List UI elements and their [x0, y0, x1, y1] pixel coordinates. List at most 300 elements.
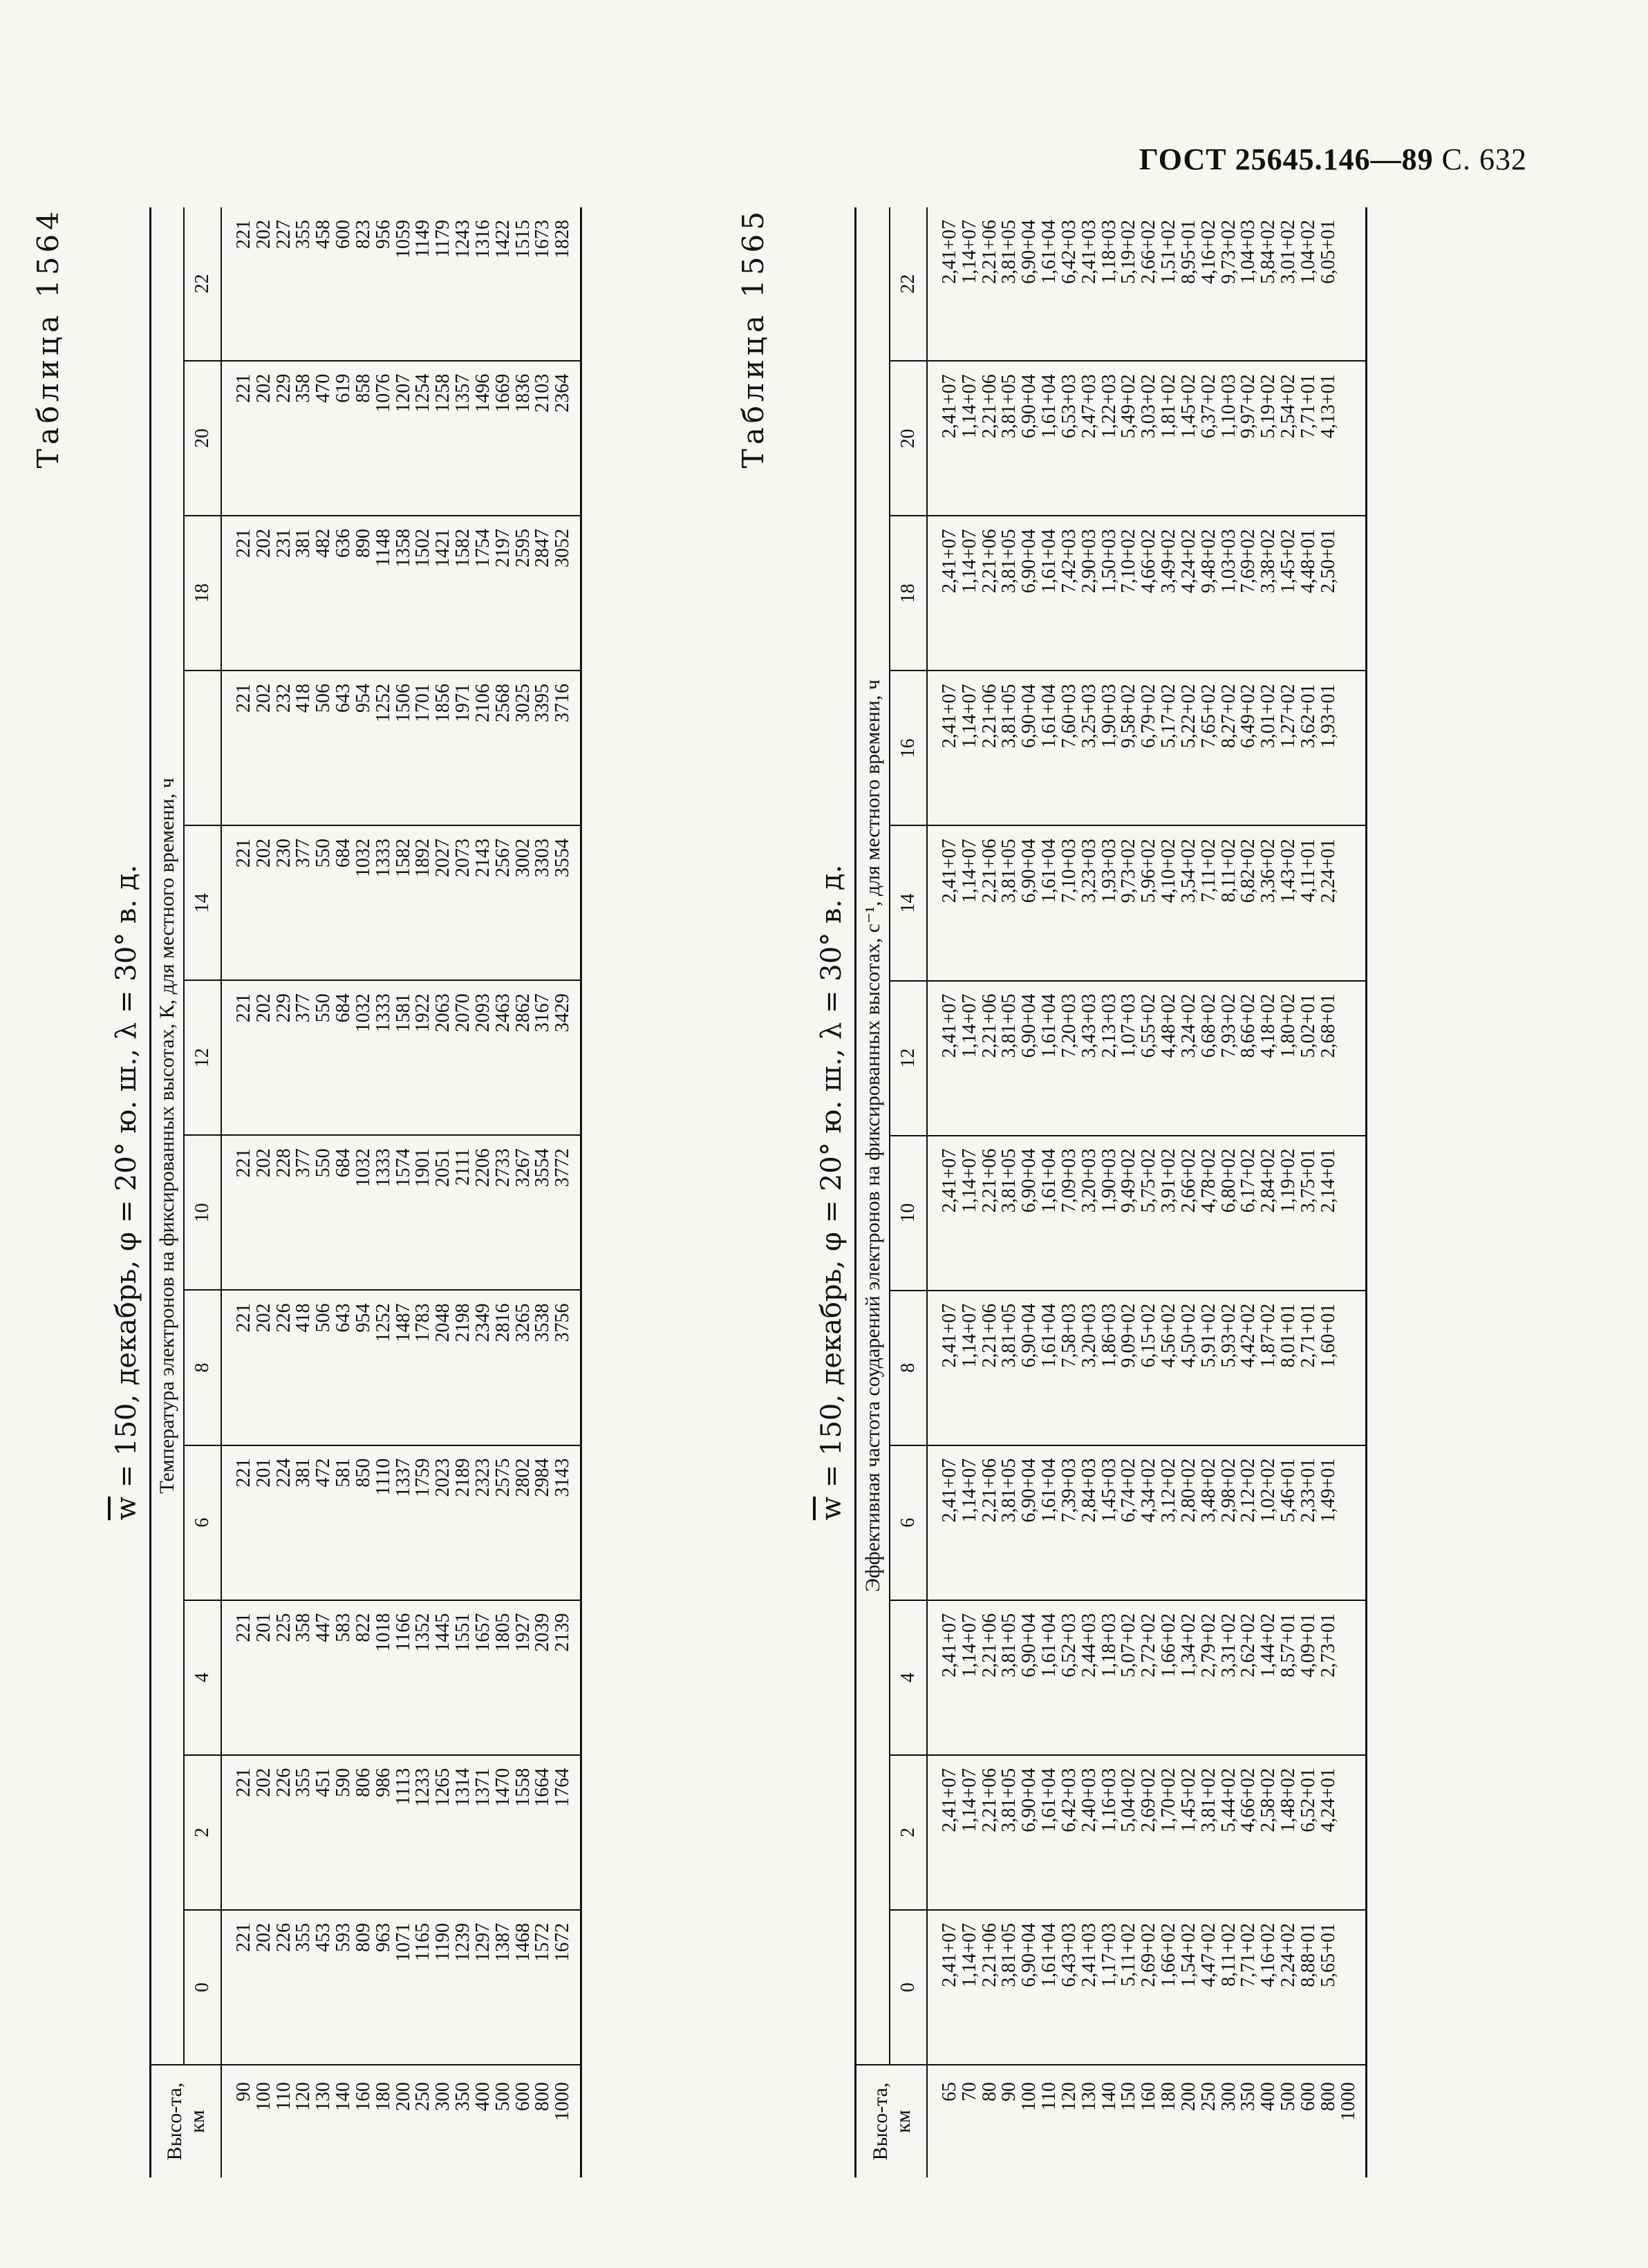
- value-cell: 1,61+04: [1040, 1755, 1060, 1910]
- value-cell: 6,90+04: [1020, 1755, 1040, 1910]
- value-cell: 2,54+02: [1279, 361, 1299, 516]
- value-cell: 619: [334, 361, 354, 516]
- value-cell: 458: [312, 220, 335, 249]
- value-cell: 2,33+01: [1299, 1445, 1319, 1600]
- value-cell: 2198: [453, 1290, 474, 1445]
- value-cell: 3,20+03: [1080, 1136, 1100, 1291]
- value-cell: [1339, 361, 1367, 516]
- value-cell: 1672: [553, 1910, 581, 2065]
- table-row: [1119, 207, 1139, 2177]
- value-cell: 229: [274, 980, 294, 1135]
- value-cell: 6,79+02: [1139, 671, 1159, 825]
- value-cell: 4,78+02: [1199, 1136, 1219, 1291]
- value-cell: 221: [221, 361, 254, 516]
- value-cell: 377: [294, 825, 314, 980]
- value-cell: 2,40+03: [1080, 1755, 1100, 1910]
- hour-header: 14: [184, 825, 221, 980]
- value-cell: 7,60+03: [1060, 671, 1080, 825]
- value-cell: 1,81+02: [1159, 361, 1179, 516]
- value-cell: 2,41+07: [927, 826, 960, 981]
- value-cell: 2,21+06: [980, 516, 1000, 671]
- value-cell: 2,21+06: [980, 1600, 1000, 1755]
- value-cell: 6,90+04: [1020, 1910, 1040, 2065]
- value-cell: 2,72+02: [1139, 1600, 1159, 1755]
- value-cell: 1783: [413, 1290, 433, 1445]
- value-cell: 7,11+02: [1199, 826, 1219, 981]
- value-cell: 1582: [394, 825, 414, 980]
- value-cell: 3303: [533, 825, 553, 980]
- value-cell: 6,90+04: [1020, 1600, 1040, 1755]
- altitude-cell: 250: [413, 2065, 433, 2177]
- value-cell: 593: [334, 1910, 354, 2065]
- value-cell: 2023: [433, 1445, 453, 1600]
- altitude-cell: 90: [1000, 2065, 1020, 2177]
- value-cell: 1422: [491, 220, 514, 259]
- value-cell: 2364: [553, 361, 581, 516]
- value-cell: 1,66+02: [1159, 1600, 1179, 1755]
- altitude-cell: 150: [1119, 2065, 1139, 2177]
- value-cell: 3,54+02: [1179, 826, 1199, 981]
- value-cell: 2070: [453, 980, 474, 1135]
- value-cell: 1,45+02: [1179, 1755, 1199, 1910]
- value-cell: 1316: [471, 220, 494, 259]
- table-row: [1060, 207, 1080, 2177]
- value-cell: 1,86+03: [1100, 1291, 1120, 1445]
- value-cell: 2027: [433, 825, 453, 980]
- value-cell: 4,24+01: [1319, 1755, 1339, 1910]
- value-cell: 482: [314, 516, 334, 671]
- value-cell: 1258: [433, 361, 453, 516]
- value-cell: 1252: [374, 671, 394, 825]
- hour-header: 0: [890, 1910, 927, 2065]
- value-cell: 221: [221, 825, 254, 980]
- value-cell: 1,14+07: [958, 220, 980, 284]
- hour-header: [184, 671, 221, 825]
- value-cell: 4,66+02: [1139, 516, 1159, 671]
- value-cell: [1339, 1755, 1367, 1910]
- value-cell: 224: [274, 1445, 294, 1600]
- value-cell: 3,81+05: [1000, 1445, 1020, 1600]
- altitude-cell: 350: [453, 2065, 474, 2177]
- value-cell: 2103: [533, 361, 553, 516]
- hour-header: 2: [890, 1755, 927, 1910]
- altitude-cell: 160: [1139, 2065, 1159, 2177]
- value-cell: 1207: [394, 361, 414, 516]
- value-cell: 6,74+02: [1119, 1445, 1139, 1600]
- value-cell: 1,43+02: [1279, 826, 1299, 981]
- altitude-cell: 80: [980, 2065, 1000, 2177]
- table-row: [294, 207, 314, 2177]
- value-cell: 202: [254, 1290, 274, 1445]
- value-cell: 2048: [433, 1290, 453, 1445]
- table-row: [1040, 207, 1060, 2177]
- value-cell: 2,90+03: [1080, 516, 1100, 671]
- value-cell: 1,27+02: [1279, 671, 1299, 825]
- value-cell: 506: [314, 1290, 334, 1445]
- table-row: [1339, 207, 1367, 2177]
- value-cell: 6,37+02: [1199, 361, 1219, 516]
- value-cell: 1,07+03: [1119, 981, 1139, 1136]
- value-cell: 7,69+02: [1239, 516, 1259, 671]
- table-title: [111, 207, 142, 2177]
- value-cell: 7,10+02: [1119, 516, 1139, 671]
- value-cell: 1076: [374, 361, 394, 516]
- value-cell: 229: [274, 361, 294, 516]
- value-cell: 355: [294, 1910, 314, 2065]
- value-cell: 850: [354, 1445, 374, 1600]
- hour-header: 22: [890, 207, 927, 361]
- value-cell: 7,65+02: [1199, 671, 1219, 825]
- value-cell: 1,90+03: [1100, 1136, 1120, 1291]
- hour-header: 6: [890, 1445, 927, 1600]
- value-cell: [1339, 516, 1367, 671]
- value-cell: 2,14+01: [1319, 1136, 1339, 1291]
- altitude-cell: 300: [1219, 2065, 1239, 2177]
- value-cell: 1357: [453, 361, 474, 516]
- value-cell: 1254: [413, 361, 433, 516]
- table-row: [1279, 207, 1299, 2177]
- value-cell: 2,62+02: [1239, 1600, 1259, 1755]
- value-cell: 1468: [514, 1910, 534, 2065]
- value-cell: 221: [233, 220, 254, 249]
- data-table: [854, 207, 1367, 2177]
- value-cell: 3,81+05: [1000, 1910, 1020, 2065]
- value-cell: 202: [254, 671, 274, 825]
- value-cell: 227: [272, 220, 294, 249]
- value-cell: [1339, 981, 1367, 1136]
- value-cell: 1,66+02: [1159, 1910, 1179, 2065]
- value-cell: 1551: [453, 1600, 474, 1755]
- table-row: [334, 207, 354, 2177]
- altitude-cell: 180: [374, 2065, 394, 2177]
- value-cell: 9,09+02: [1119, 1291, 1139, 1445]
- value-cell: 8,11+02: [1219, 1910, 1239, 2065]
- value-cell: 1574: [394, 1135, 414, 1290]
- value-cell: 8,27+02: [1219, 671, 1239, 825]
- value-cell: 1352: [413, 1600, 433, 1755]
- value-cell: 2073: [453, 825, 474, 980]
- value-cell: 358: [294, 361, 314, 516]
- value-cell: 1333: [374, 980, 394, 1135]
- value-cell: 806: [354, 1755, 374, 1910]
- hour-header: 6: [184, 1445, 221, 1600]
- value-cell: 8,66+02: [1239, 981, 1259, 1136]
- value-cell: 1502: [413, 516, 433, 671]
- altitude-cell: 70: [960, 2065, 980, 2177]
- value-cell: 1239: [453, 1910, 474, 2065]
- value-cell: 1,04+03: [1237, 220, 1260, 284]
- value-cell: 355: [294, 1755, 314, 1910]
- value-cell: 3,49+02: [1159, 516, 1179, 671]
- altitude-cell: 1000: [553, 2065, 581, 2177]
- value-cell: 1,14+07: [960, 1136, 980, 1291]
- table-row: [254, 207, 274, 2177]
- value-cell: 221: [221, 516, 254, 671]
- value-cell: 5,22+02: [1179, 671, 1199, 825]
- table-row: [1199, 207, 1219, 2177]
- value-cell: 1856: [433, 671, 453, 825]
- value-cell: 2063: [433, 980, 453, 1135]
- value-cell: 381: [294, 516, 314, 671]
- value-cell: 2,41+07: [927, 1600, 960, 1755]
- value-cell: 890: [354, 516, 374, 671]
- value-cell: 453: [314, 1910, 334, 2065]
- altitude-cell: 400: [474, 2065, 494, 2177]
- value-cell: 2,73+01: [1319, 1600, 1339, 1755]
- value-cell: 1764: [553, 1755, 581, 1910]
- value-cell: 2,44+03: [1080, 1600, 1100, 1755]
- table-row: [553, 207, 581, 2177]
- table-row: [1219, 207, 1239, 2177]
- value-cell: 3538: [533, 1290, 553, 1445]
- value-cell: 1059: [392, 220, 414, 259]
- altitude-cell: 120: [294, 2065, 314, 2177]
- value-cell: 7,09+03: [1060, 1136, 1080, 1291]
- value-cell: 8,01+01: [1279, 1291, 1299, 1445]
- value-cell: 7,42+03: [1060, 516, 1080, 671]
- value-cell: 2,58+02: [1259, 1755, 1279, 1910]
- value-cell: 2,21+06: [980, 1910, 1000, 2065]
- value-cell: 3267: [514, 1135, 534, 1290]
- value-cell: 2,66+02: [1138, 220, 1160, 284]
- value-cell: 470: [314, 361, 334, 516]
- value-cell: 202: [252, 220, 274, 249]
- value-cell: 1901: [413, 1135, 433, 1290]
- value-cell: 1,61+04: [1040, 1136, 1060, 1291]
- value-cell: 6,42+03: [1060, 1755, 1080, 1910]
- table-row: [394, 207, 414, 2177]
- value-cell: 6,53+03: [1060, 361, 1080, 516]
- value-cell: 221: [221, 671, 254, 825]
- value-cell: 1190: [433, 1910, 453, 2065]
- value-cell: 355: [292, 220, 315, 249]
- value-cell: 3,01+02: [1277, 220, 1300, 284]
- value-cell: 1032: [354, 825, 374, 980]
- title-w: $\overline{w}$: [816, 1496, 848, 1521]
- altitude-cell: 100: [1020, 2065, 1040, 2177]
- value-cell: 1297: [474, 1910, 494, 2065]
- value-cell: 684: [334, 1135, 354, 1290]
- value-cell: 1673: [532, 220, 554, 259]
- gost-number: ГОСТ 25645.146—89: [1139, 142, 1434, 176]
- value-cell: 2039: [533, 1600, 553, 1755]
- value-cell: 2,12+02: [1239, 1445, 1259, 1600]
- value-cell: 1754: [474, 516, 494, 671]
- value-cell: 1971: [453, 671, 474, 825]
- value-cell: 2847: [533, 516, 553, 671]
- value-cell: 1,93+01: [1319, 671, 1339, 825]
- value-cell: 2,79+02: [1199, 1600, 1219, 1755]
- value-cell: 1,14+07: [960, 1291, 980, 1445]
- value-cell: 6,42+03: [1058, 220, 1080, 284]
- value-cell: 1,61+04: [1040, 826, 1060, 981]
- value-cell: 590: [334, 1755, 354, 1910]
- table-row: [274, 207, 294, 2177]
- value-cell: 1,14+07: [960, 516, 980, 671]
- value-cell: 358: [294, 1600, 314, 1755]
- altitude-cell: 800: [1319, 2065, 1339, 2177]
- value-cell: 822: [354, 1600, 374, 1755]
- value-cell: 4,42+02: [1239, 1291, 1259, 1445]
- value-cell: 418: [294, 671, 314, 825]
- value-cell: 2,41+03: [1080, 1910, 1100, 2065]
- value-cell: 1657: [474, 1600, 494, 1755]
- value-cell: 3,81+05: [1000, 671, 1020, 825]
- value-cell: 3,81+05: [1000, 826, 1020, 981]
- value-cell: 643: [334, 671, 354, 825]
- value-cell: 2,41+07: [927, 361, 960, 516]
- value-cell: 1333: [374, 825, 394, 980]
- hour-header: 4: [184, 1600, 221, 1755]
- altitude-cell: 600: [514, 2065, 534, 2177]
- value-cell: 5,46+01: [1279, 1445, 1299, 1600]
- value-cell: 1,45+02: [1179, 361, 1199, 516]
- value-cell: 9,48+02: [1199, 516, 1219, 671]
- value-cell: 8,11+02: [1219, 826, 1239, 981]
- value-cell: 1496: [474, 361, 494, 516]
- value-cell: 472: [314, 1445, 334, 1600]
- value-cell: 3,81+05: [1000, 1600, 1020, 1755]
- value-cell: 2,98+02: [1219, 1445, 1239, 1600]
- value-cell: 823: [352, 220, 374, 249]
- altitude-cell: 100: [254, 2065, 274, 2177]
- value-cell: [1339, 1910, 1367, 2065]
- value-cell: 6,05+01: [1317, 220, 1339, 284]
- value-cell: 221: [221, 1910, 254, 2065]
- altitude-cell: 65: [927, 2065, 960, 2177]
- hour-header: 20: [184, 361, 221, 516]
- altitude-cell: 200: [394, 2065, 414, 2177]
- value-cell: 4,16+02: [1259, 1910, 1279, 2065]
- table-title: [816, 207, 848, 2177]
- value-cell: 1333: [374, 1135, 394, 1290]
- value-cell: 1337: [394, 1445, 414, 1600]
- value-cell: 1,14+07: [960, 361, 980, 516]
- value-cell: 3,81+05: [1000, 1136, 1020, 1291]
- value-cell: [1339, 671, 1367, 825]
- value-cell: 1,51+02: [1158, 220, 1180, 284]
- value-cell: [1339, 1136, 1367, 1291]
- value-cell: 3554: [553, 825, 581, 980]
- value-cell: 1252: [374, 1290, 394, 1445]
- value-cell: 684: [334, 825, 354, 980]
- value-cell: 2139: [553, 1600, 581, 1755]
- value-cell: 1071: [394, 1910, 414, 2065]
- value-cell: 1358: [394, 516, 414, 671]
- value-cell: 2,84+02: [1259, 1136, 1279, 1291]
- value-cell: 4,09+01: [1299, 1600, 1319, 1755]
- value-cell: 1506: [394, 671, 414, 825]
- value-cell: 6,90+04: [1020, 671, 1040, 825]
- value-cell: 2,69+02: [1139, 1755, 1159, 1910]
- value-cell: 1701: [413, 671, 433, 825]
- value-cell: 506: [314, 671, 334, 825]
- value-cell: 3554: [533, 1135, 553, 1290]
- value-cell: 377: [294, 1135, 314, 1290]
- value-cell: 2595: [514, 516, 534, 671]
- value-cell: 3,43+03: [1080, 981, 1100, 1136]
- table-label: Таблица 1565: [736, 207, 770, 469]
- value-cell: 2,21+06: [978, 220, 1000, 284]
- value-cell: 381: [294, 1445, 314, 1600]
- value-cell: 1032: [354, 1135, 374, 1290]
- value-cell: 3,91+02: [1159, 1136, 1179, 1291]
- hour-header: 12: [890, 981, 927, 1136]
- altitude-cell: 180: [1159, 2065, 1179, 2177]
- table-1564-block: [31, 207, 582, 2177]
- table-row: [1100, 207, 1120, 2177]
- altitude-cell: 500: [494, 2065, 514, 2177]
- value-cell: 963: [374, 1910, 394, 2065]
- value-cell: 5,91+02: [1199, 1291, 1219, 1445]
- value-cell: 1,19+02: [1279, 1136, 1299, 1291]
- value-cell: 6,90+04: [1018, 220, 1040, 284]
- value-cell: 2802: [514, 1445, 534, 1600]
- value-cell: 1836: [514, 361, 534, 516]
- value-cell: 7,58+03: [1060, 1291, 1080, 1445]
- hour-header: 2: [184, 1755, 221, 1910]
- value-cell: 1,22+03: [1100, 361, 1120, 516]
- hour-header: 8: [184, 1290, 221, 1445]
- altitude-cell: 120: [1060, 2065, 1080, 2177]
- hour-header: 10: [184, 1135, 221, 1290]
- value-cell: 6,80+02: [1219, 1136, 1239, 1291]
- value-cell: 418: [294, 1290, 314, 1445]
- hour-header: 18: [184, 516, 221, 671]
- value-cell: 1445: [433, 1600, 453, 1755]
- value-cell: 600: [333, 220, 355, 249]
- table-row: [1000, 207, 1020, 2177]
- value-cell: 3,20+03: [1080, 1291, 1100, 1445]
- table-row: [314, 207, 334, 2177]
- value-cell: 2,41+07: [927, 981, 960, 1136]
- value-cell: 1,61+04: [1040, 361, 1060, 516]
- title-params: = 150, декабрь, φ = 20° ю. ш., λ = 30° в. д.: [111, 864, 142, 1497]
- altitude-cell: 90: [221, 2065, 254, 2177]
- value-cell: 9,49+02: [1119, 1136, 1139, 1291]
- altitude-cell: 110: [274, 2065, 294, 2177]
- table-row: [514, 207, 534, 2177]
- value-cell: 7,71+01: [1299, 361, 1319, 516]
- value-cell: 7,39+03: [1060, 1445, 1080, 1600]
- value-cell: 1805: [494, 1600, 514, 1755]
- value-cell: 1515: [512, 220, 534, 259]
- value-cell: 4,50+02: [1179, 1291, 1199, 1445]
- value-cell: 7,71+02: [1239, 1910, 1259, 2065]
- value-cell: 1759: [413, 1445, 433, 1600]
- value-cell: 6,15+02: [1139, 1291, 1159, 1445]
- value-cell: 202: [254, 980, 274, 1135]
- value-cell: 550: [314, 980, 334, 1135]
- value-cell: 3002: [514, 825, 534, 980]
- value-cell: 8,95+01: [1177, 220, 1199, 284]
- value-cell: 2,21+06: [980, 361, 1000, 516]
- value-cell: 3,81+05: [1000, 981, 1020, 1136]
- value-cell: 1,44+02: [1259, 1600, 1279, 1755]
- value-cell: 4,18+02: [1259, 981, 1279, 1136]
- altitude-cell: 400: [1259, 2065, 1279, 2177]
- value-cell: 2,47+03: [1080, 361, 1100, 516]
- altitude-cell: 160: [354, 2065, 374, 2177]
- value-cell: 3716: [553, 671, 581, 825]
- value-cell: 377: [294, 980, 314, 1135]
- value-cell: 3143: [553, 1445, 581, 1600]
- table-row: [1259, 207, 1279, 2177]
- altitude-cell: 130: [314, 2065, 334, 2177]
- value-cell: 202: [254, 516, 274, 671]
- value-cell: 3,81+02: [1199, 1755, 1219, 1910]
- value-cell: 4,48+01: [1299, 516, 1319, 671]
